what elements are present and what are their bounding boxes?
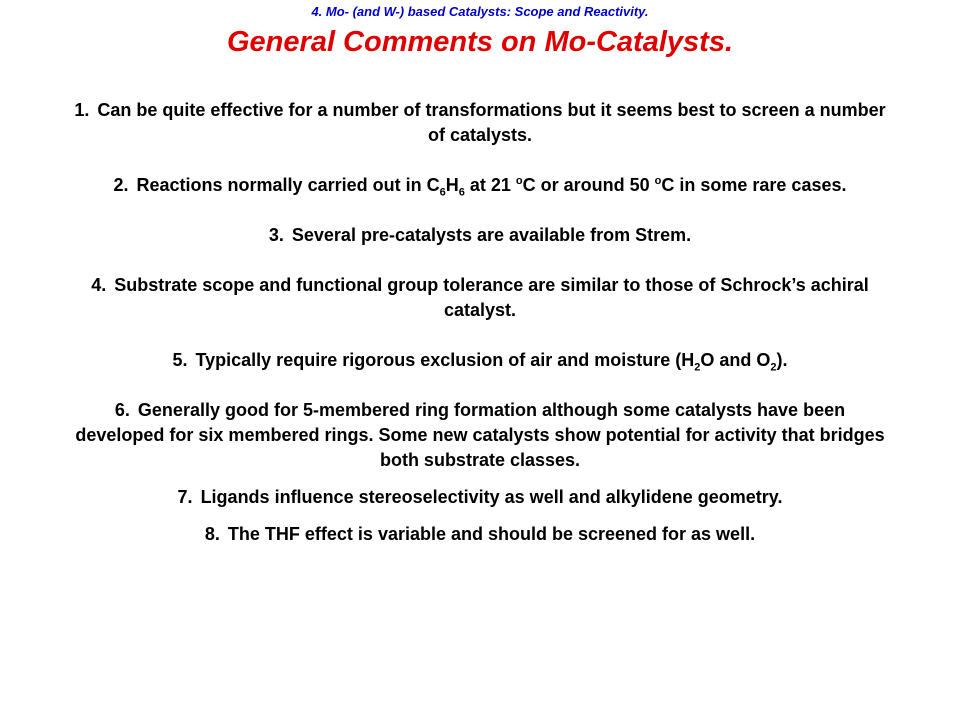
item-number: 6.	[114, 400, 130, 420]
comments-list	[70, 98, 890, 547]
item-text-part: O and O	[700, 350, 771, 370]
list-item-8	[70, 522, 890, 547]
list-item-1	[70, 98, 890, 148]
item-text: Ligands influence stereoselectivity as well and alkylidene geometry.	[200, 487, 783, 507]
list-item-4	[70, 273, 890, 323]
item-text-part: Typically require rigorous exclusion of air and moisture (H	[195, 350, 695, 370]
list-item-5	[70, 348, 890, 373]
subscript: 6	[458, 186, 465, 199]
item-number: 2.	[113, 175, 129, 195]
item-text-part: Reactions normally carried out in C	[136, 175, 440, 195]
item-text-part: C or around 50	[522, 175, 655, 195]
item-text: The THF effect is variable and should be screened for as well.	[227, 524, 756, 544]
item-number: 5.	[172, 350, 188, 370]
item-text: Substrate scope and functional group tolerance are similar to those of Schrock’s achiral catalyst.	[114, 275, 869, 320]
item-text: Several pre-catalysts are available from Strem.	[291, 225, 692, 245]
item-number: 8.	[204, 524, 220, 544]
item-text: Can be quite effective for a number of transformations but it seems best to screen a number of catalysts.	[97, 100, 886, 145]
item-text: Generally good for 5-membered ring formation although some catalysts have been developed for six membered rings. Some new catalysts show potential for activity that bridges both substrate classes.	[75, 400, 885, 470]
subscript: 6	[439, 186, 446, 199]
list-item-7	[70, 485, 890, 510]
slide-title: General Comments on Mo-Catalysts.	[227, 26, 733, 58]
section-subtitle: 4. Mo- (and W-) based Catalysts: Scope and Reactivity.	[311, 4, 649, 19]
item-text-part: C in some rare cases.	[661, 175, 847, 195]
item-number: 1.	[74, 100, 90, 120]
superscript: o	[515, 175, 523, 187]
item-text-part: at 21	[464, 175, 516, 195]
item-number: 7.	[177, 487, 193, 507]
list-item-3	[70, 223, 890, 248]
list-item-2	[70, 173, 890, 198]
superscript: o	[654, 175, 662, 187]
subscript: 2	[694, 361, 701, 374]
item-number: 4.	[91, 275, 107, 295]
subscript: 2	[770, 361, 777, 374]
item-text-part: ).	[776, 350, 788, 370]
item-text-part: H	[445, 175, 459, 195]
list-item-6	[70, 398, 890, 473]
item-number: 3.	[268, 225, 284, 245]
